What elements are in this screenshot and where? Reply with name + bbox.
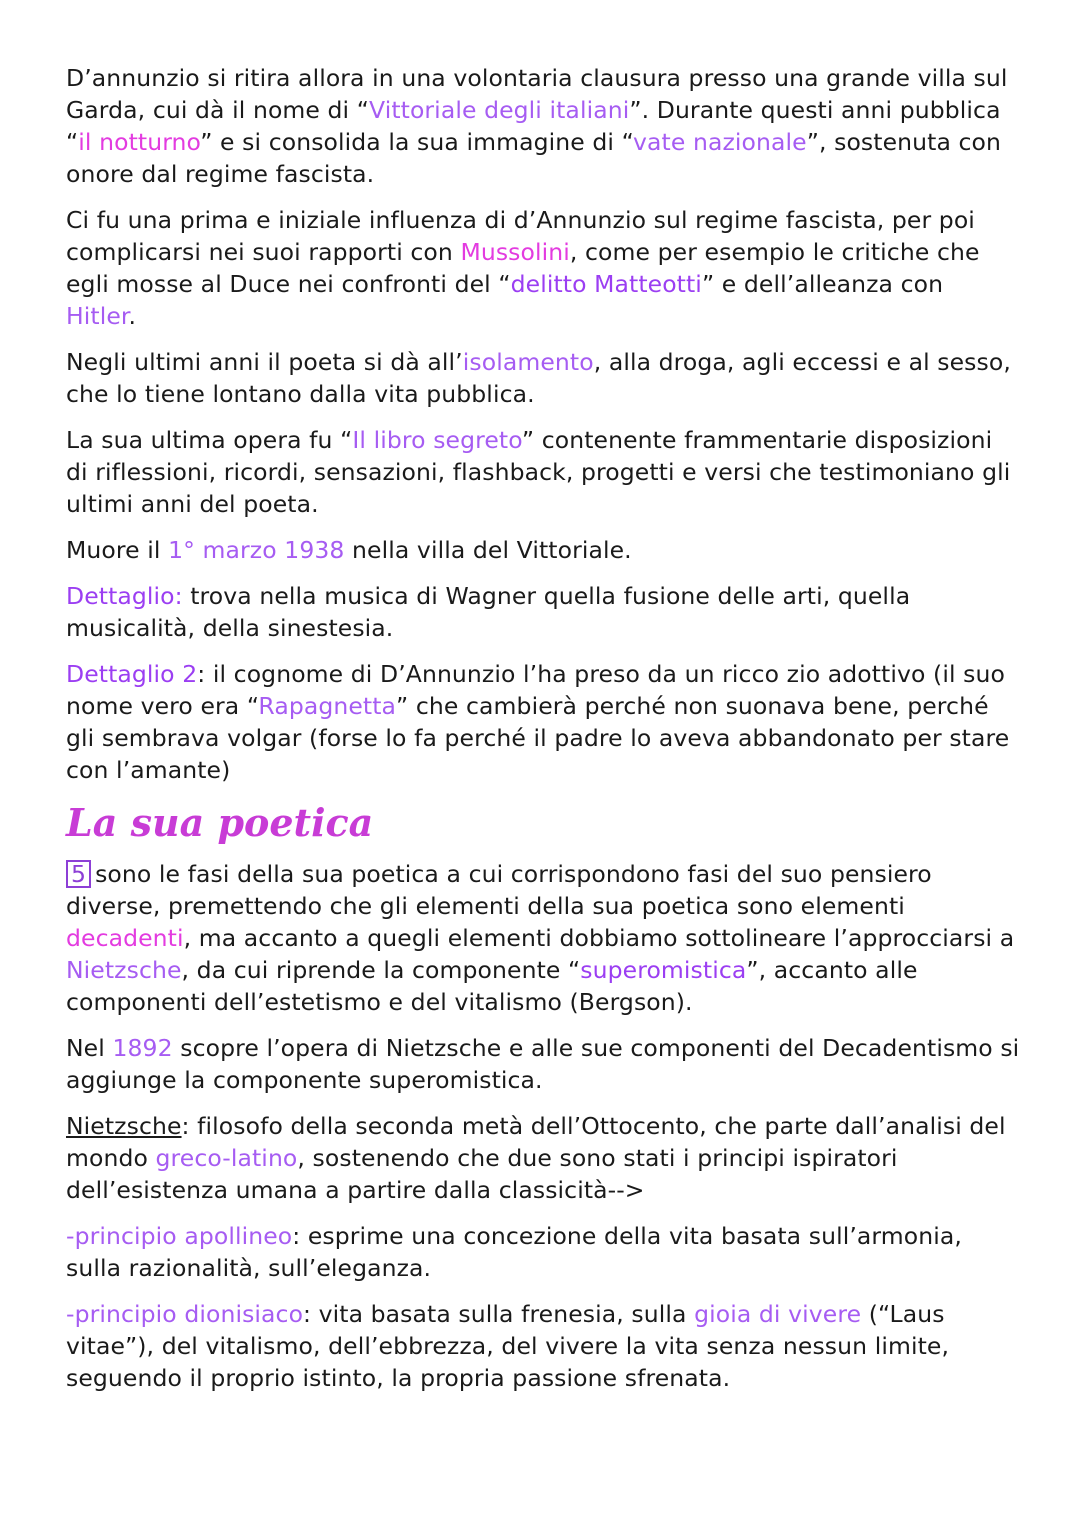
paragraph-fascismo	[66, 204, 1020, 332]
text-segment: (“Laus vitae”), del vitalismo, dell’ebbrezza, del vivere la vita senza nessun limite, seguendo il proprio istinto, la propria passione sfrenata.	[66, 1300, 950, 1392]
text-segment: trova nella musica di Wagner quella fusione delle arti, quella musicalità, della sinestesia.	[66, 582, 911, 642]
text-segment: : vita basata sulla frenesia, sulla	[303, 1300, 695, 1328]
paragraph-libro-segreto	[66, 424, 1020, 520]
highlighted-text: Dettaglio:	[66, 582, 183, 610]
text-segment: , come per esempio le critiche che egli mosse al Duce nei confronti del “	[66, 238, 980, 298]
text-segment: La sua ultima opera fu “	[66, 426, 353, 454]
highlighted-text: delitto Matteotti	[510, 270, 702, 298]
boxed-number: 5	[66, 860, 91, 888]
text-segment: , alla droga, agli eccessi e al sesso, che lo tiene lontano dalla vita pubblica.	[66, 348, 1011, 408]
paragraph-isolamento	[66, 346, 1020, 410]
paragraph-nietzsche	[66, 1110, 1020, 1206]
paragraph-morte	[66, 534, 1020, 566]
text-segment: scopre l’opera di Nietzsche e alle sue componenti del Decadentismo si aggiunge la componente superomistica.	[66, 1034, 1020, 1094]
text-segment: nella villa del Vittoriale.	[344, 536, 632, 564]
text-segment: ” che cambierà perché non suonava bene, perché gli sembrava volgar (forse lo fa perché il padre lo aveva abbandonato per stare con l’amante)	[66, 692, 1010, 784]
section-title: La sua poetica	[66, 800, 374, 845]
text-segment: ” contenente frammentarie disposizioni di riflessioni, ricordi, sensazioni, flashback, progetti e versi che testimoniano gli ultimi anni del poeta.	[66, 426, 1011, 518]
text-segment: : esprime una concezione della vita basata sull’armonia, sulla razionalità, sull’eleganza.	[66, 1222, 962, 1282]
highlighted-text: il notturno	[78, 128, 201, 156]
text-segment: ” e si consolida la sua immagine di “	[200, 128, 634, 156]
highlighted-text: Nietzsche	[66, 1112, 182, 1140]
text-segment: : filosofo della seconda metà dell’Ottocento, che parte dall’analisi del mondo	[66, 1112, 1006, 1172]
highlighted-text: vate nazionale	[633, 128, 807, 156]
paragraph-dettaglio-2	[66, 658, 1020, 786]
highlighted-text: superomistica	[580, 956, 747, 984]
paragraph-dionisiaco	[66, 1298, 1020, 1394]
highlighted-text: Mussolini	[460, 238, 570, 266]
text-segment: ”, accanto alle componenti dell’estetismo e del vitalismo (Bergson).	[66, 956, 918, 1016]
highlighted-text: -principio dionisiaco	[66, 1300, 304, 1328]
highlighted-text: isolamento	[462, 348, 594, 376]
text-segment: ”. Durante questi anni pubblica “	[66, 96, 1001, 156]
poetics-section	[66, 858, 1020, 1394]
highlighted-text: 1892	[112, 1034, 173, 1062]
highlighted-text: Il libro segreto	[352, 426, 522, 454]
text-segment: Muore il	[66, 536, 169, 564]
paragraph-fasi	[66, 858, 1020, 1018]
highlighted-text: Nietzsche	[66, 956, 182, 984]
text-segment: Ci fu una prima e iniziale influenza di d’Annunzio sul regime fascista, per poi complicarsi nei suoi rapporti con	[66, 206, 975, 266]
highlighted-text: 1° marzo 1938	[168, 536, 345, 564]
paragraph-apollineo	[66, 1220, 1020, 1284]
highlighted-text: Hitler	[66, 302, 129, 330]
highlighted-text: Dettaglio 2	[66, 660, 198, 688]
text-segment: , da cui riprende la componente “	[181, 956, 581, 984]
biography-section	[66, 62, 1020, 786]
text-segment: ” e dell’alleanza con	[701, 270, 944, 298]
highlighted-text: -principio apollineo	[66, 1222, 293, 1250]
highlighted-text: decadenti	[66, 924, 184, 952]
highlighted-text: gioia di vivere	[694, 1300, 862, 1328]
text-segment: sono le fasi della sua poetica a cui corrispondono fasi del suo pensiero diverse, premettendo che gli elementi della sua poetica sono elementi	[66, 860, 932, 920]
text-segment: Nel	[66, 1034, 113, 1062]
text-segment: .	[128, 302, 137, 330]
highlighted-text: Rapagnetta	[258, 692, 397, 720]
paragraph-1892	[66, 1032, 1020, 1096]
paragraph-villa	[66, 62, 1020, 190]
highlighted-text: greco-latino	[155, 1144, 298, 1172]
text-segment: , ma accanto a quegli elementi dobbiamo sottolineare l’approcciarsi a	[183, 924, 1015, 952]
text-segment: D’annunzio si ritira allora in una volontaria clausura presso una grande villa sul Garda, cui dà il nome di “	[66, 64, 1008, 124]
text-segment: ”, sostenuta con onore dal regime fascista.	[66, 128, 1002, 188]
text-segment: Negli ultimi anni il poeta si dà all’	[66, 348, 463, 376]
text-segment: : il cognome di D’Annunzio l’ha preso da un ricco zio adottivo (il suo nome vero era “	[66, 660, 1005, 720]
highlighted-text: Vittoriale degli italiani	[369, 96, 630, 124]
text-segment: , sostenendo che due sono stati i principi ispiratori dell’esistenza umana a partire dalla classicità-->	[66, 1144, 898, 1204]
paragraph-dettaglio-1	[66, 580, 1020, 644]
